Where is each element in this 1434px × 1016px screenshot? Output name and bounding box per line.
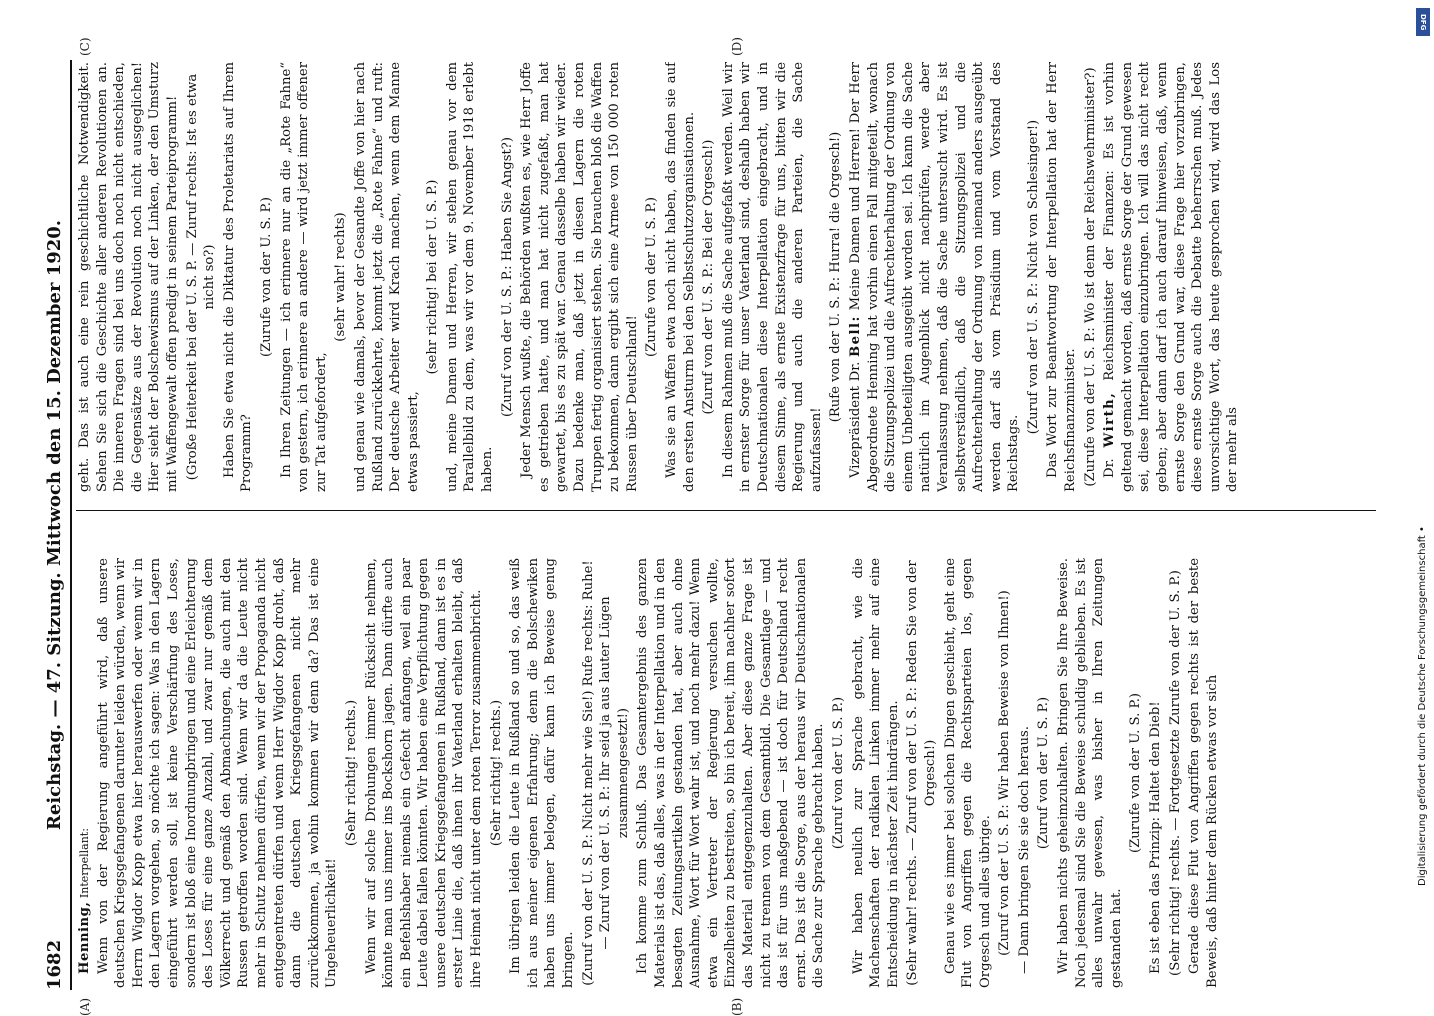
right-column [76,62,1381,492]
interjection: (Sehr richtig! rechts. — Fortgesetzte Zurufe von der U. S. P.) [1167,570,1183,976]
interjection: (Zuruf von der U. S. P.: Haben Sie Angst?) [499,136,515,418]
interjection: (sehr richtig! bei der U. S. P.) [425,179,441,375]
header-rule [70,60,72,990]
interjection: (Zurufe von der U. S. P.) [644,196,660,358]
interjection: (Zuruf von der U. S. P.) [830,696,846,850]
left-column [76,558,1381,988]
speech-paragraph: — Dann bringen Sie sie doch heraus. [1016,726,1032,974]
speaker-name: Bell: [847,315,863,357]
interjection: (Zuruf von der U. S. P.: Nicht von Schlesinger!) [1025,119,1041,435]
interjection: (Zuruf von der U. S. P.: Nicht mehr wie Sie!) Rufe rechts: Ruhe! — Zuruf von der U. S. P.: Ihr seid ja aus lauter Lügen zusammengesetzt!) [580,560,631,986]
speech-paragraph: In diesem Rahmen muß die Sache aufgefaßt werden. Weil wir in ernster Sorge für unser Vaterland sind, deshalb haben wir Deutschnationalen diese Interpellation eingebracht, und in diesem Sinne, als ernste Existenzfrage für uns, bitten wir die Regierung und auch die anderen Parteien, die Sache aufzufassen! [720,62,824,492]
speaker-paragraph [76,558,94,988]
margin-marker-b: (B) [730,997,744,1016]
speech-paragraph: Wenn von der Regierung angeführt wird, daß unsere deutschen Kriegsgefangenen darunter leiden würden, wenn wir Herrn Wigdor Kopp etwa hier herauswerfen oder wenn wir in den Lagern vorgehen, so möchte ich sagen: Was in den Lagern eingeführt werden soll, ist keine Verschärfung des Loses, sondern ist bloß eine Inordnungbringen und eine Erleichterung des Loses für eine ganze Anzahl, und zwar nur gemäß dem Völkerrecht und gemäß den Abmachungen, die auch mit den Russen getroffen worden sind. Wenn wir da die Leute nicht mehr in Schutz nehmen dürfen, wenn wir der Propaganda nicht entgegentreten dürfen und wenn Herr Wigdor Kopp droht, daß dann die deutschen Kriegsgefangenen nicht mehr zurückkommen, ja wohin kommen wir denn da? Das ist eine Ungeheuerlichkeit! [95,558,340,988]
speaker-role: Interpellant: [78,828,91,902]
speech-paragraph: In Ihren Zeitungen — ich erinnere nur an die „Rote Fahne“ von gestern, ich erinnere an andere — wird jetzt immer offener zur Tat aufgefordert, [278,62,329,492]
speech-paragraph: und, meine Damen und Herren, wir stehen genau vor dem Parallelbild zu dem, was wir vor dem 9. November 1918 erlebt haben. [444,62,496,492]
column-divider [76,510,1376,511]
speaker-name: Wirth, [1102,391,1118,448]
speech-paragraph: Jeder Mensch wußte, die Behörden wußten es, wie Herr Joffe es getrieben hatte, und man hat nicht zugefaßt, man hat gewartet, bis es zu spät war. Genau dasselbe haben wir wieder. Dazu bedenke man, daß jetzt in diesen Lagern die roten Truppen fertig organisiert stehen. Sie brauchen bloß die Waffen zu bekommen, dann ergibt sich eine Armee von 150 000 roten Russen über Deutschland! [519,62,640,492]
speech-paragraph: Genau wie es immer bei solchen Dingen geschieht, geht eine Flut von Angriffen gegen die Rechtsparteien los, gegen Orgesch und alles übrige. [942,558,993,988]
speech-paragraph: Das Wort zur Beantwortung der Interpellation hat der Herr Reichsfinanzminister. [1045,62,1079,492]
interjection: (sehr wahr! rechts) [333,212,349,342]
speech-paragraph: Was sie an Waffen etwa noch nicht haben, das finden sie auf den ersten Ansturm bei den Selbstschutzorganisationen. [664,62,697,492]
speech-paragraph: Es ist eben das Prinzip: Haltet den Dieb! [1148,701,1164,974]
speaker-paragraph [847,62,1023,492]
running-title: Reichstag. — 47. Sitzung. Mittwoch den 15. Dezember 1920. [44,219,65,831]
interjection: (Große Heiterkeit bei der U. S. P. — Zuruf rechts: Ist es etwa nicht so?) [184,73,218,481]
credit-text: Digitalisierung gefördert durch die Deutsche Forschungsgemeinschaft • [1417,526,1428,886]
digitization-credit [1402,6,1430,998]
interjection: (Sehr richtig! rechts.) [488,699,504,847]
interjection: (Zurufe von der U. S. P.) [258,196,274,358]
speech-paragraph: Ich komme zum Schluß. Das Gesamtergebnis des ganzen Materials ist das, daß alles, was in der Interpellation und in den besagten Zeitungsartikeln gestanden hat, aber auch ohne Ausnahme, Wort für Wort wahr ist, und noch mehr dazu! Wenn etwa ein Vertreter der Regierung versuchen wollte, Einzelheiten zu bestreiten, so bin ich bereit, ihm nachher sofort das Material entgegenzuhalten. Aber diese ganze Frage ist nicht zu trennen von dem Gesamtbild. Die Gesamtlage — und das ist für uns maßgebend — ist doch für Deutschland recht ernst. Das ist die Sorge, aus der heraus wir Deutschnationalen die Sache zur Sprache gebracht haben. [635,558,827,988]
interjection: (Zuruf von der U. S. P.: Bei der Orgesch!) [701,139,717,415]
speaker-paragraph [1101,62,1242,492]
speech-paragraph: Wir haben nichts geheimzuhalten. Bringen Sie Ihre Beweise. Noch jedesmal sind Sie die Beweise schuldig geblieben. Es ist alles unwahr gewesen, was bisher in Ihren Zeitungen gestanden hat. [1056,558,1124,988]
margin-marker-a: (A) [78,997,92,1016]
speech-paragraph: geht. Das ist auch eine rein geschichtliche Notwendigkeit. Sehen Sie sich die Geschichte aller anderen Revolutionen an. Die inneren Fragen sind bei uns doch noch nicht entschieden, die Gegensätze aus der Revolution noch nicht ausgeglichen! Hier sieht der Bolschewismus auf der Linken, der den Umsturz mit Waffengewalt offen predigt in seinem Parteiprogramm! [77,62,180,492]
margin-marker-c: (C) [78,37,92,56]
interjection: (Sehr richtig! rechts.) [343,699,359,847]
dfg-logo: DFG [1416,8,1430,36]
speaker-role: Dr. [1102,447,1118,478]
speech-paragraph: Im übrigen leiden die Leute in Rußland so und so, das weiß ich aus meiner eigenen Erfahrung; denn die Bolschewiken haben uns immer belogen, dafür kann ich Beweise genug bringen. [508,558,577,988]
interjection: (Rufe von der U. S. P.: Hurra! die Orgesch!) [828,131,844,423]
speech-text: Reichsminister der Finanzen: Es ist vorhin geltend gemacht worden, daß ernste Sorge der Grund gewesen sei, diese Interpellation einzubringen. Ich will das nicht recht geben; aber dann darf ich auch darauf hinweisen, daß, wenn ernste Sorge den Grund war, diese Frage hier vorzubringen, diese ernste Sorge auch die Debatte beherrschen muß. Jedes unvorsichtige Wort, das heute gesprochen wird, wird das Los der mehr als [1102,62,1241,492]
interjection: (Zurufe von der U. S. P.) [1128,692,1144,854]
page-number: 1682 [44,939,65,990]
margin-marker-d: (D) [730,37,744,56]
speech-paragraph: und genau wie damals, bevor der Gesandte Joffe von hier nach Rußland zurückkehrte, kommt jetzt die „Rote Fahne“ und ruft: Der deutsche Arbeiter wird Krach machen, wenn dem Manne etwas passiert, [352,62,421,492]
speech-paragraph: Wenn wir auf solche Drohungen immer Rücksicht nehmen, könnte man uns immer ins Bockshorn jagen. Dann dürfte auch ein Befehlshaber niemals ein Gefecht anfangen, weil ein paar Leute dabei fallen könnten. Wir haben eine Verpflichtung gegen unsere deutschen Kriegsgefangenen in Rußland, dann ist es in erster Linie die, daß ihnen ihr Vaterland erhalten bleibt, daß ihre Heimat nicht unter dem roten Terror zusammenbricht. [363,558,485,988]
speech-paragraph: Wir haben neulich zur Sprache gebracht, wie die Machenschaften der radikalen Linken immer mehr auf eine Entscheidung in nächster Zeit hindrängen. [850,558,901,988]
interjection: (Sehr wahr! rechts. — Zuruf von der U. S. P.: Reden Sie von der Orgesch!) [905,560,938,986]
interjection: (Zurufe von der U. S. P.: Wo ist denn der Reichswehrminister?) [1082,67,1098,487]
interjection: (Zuruf von der U. S. P.) [1036,696,1052,850]
interjection: (Zuruf von der U. S. P.: Wir haben Beweise von Ihnen!) [997,590,1013,956]
speaker-role: Vizepräsident Dr. [847,357,863,478]
speech-text: Meine Damen und Herren! Der Herr Abgeordnete Henning hat vorhin einen Fall mitgeteilt, wonach die Sitzungspolizei und die Aufrechterhaltung der Ordnung von einem Unbeteiligten ausgeübt worden sei. Ich kann die Sache natürlich im Augenblick nicht nachprüfen, werde aber Veranlassung nehmen, daß die Sache untersucht wird. Es ist selbstverständlich, daß die Sitzungspolizei und die Aufrechterhaltung der Ordnung von niemand anders ausgeübt werden darf als vom Präsidium und vom Vorstand des Reichstags. [847,62,1022,492]
speech-paragraph: Gerade diese Flut von Angriffen gegen rechts ist der beste Beweis, daß hinter dem Rücken etwas vor sich [1187,558,1220,988]
speaker-name: Henning, [77,901,92,974]
page-header [44,60,68,990]
speech-paragraph: Haben Sie etwa nicht die Diktatur des Proletariats auf Ihrem Programm? [221,62,255,492]
